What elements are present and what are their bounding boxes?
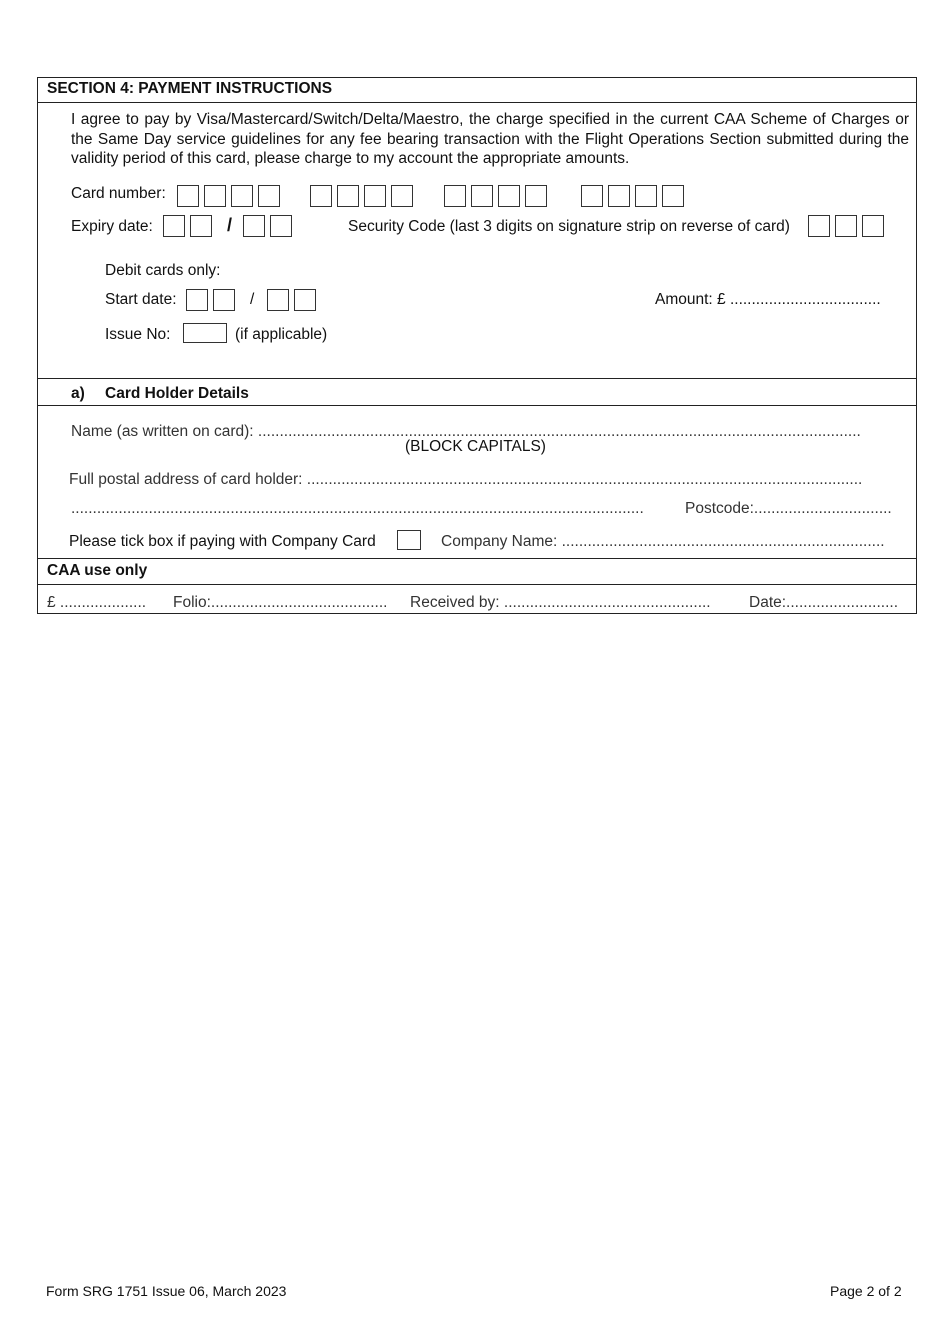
start-date-label: Start date: — [105, 291, 177, 308]
security-digit-box[interactable] — [862, 215, 884, 237]
name-field[interactable]: Name (as written on card): ............................................................................................................................................ — [71, 423, 861, 440]
card-digit-box[interactable] — [391, 185, 413, 207]
expiry-digit-box[interactable] — [163, 215, 185, 237]
amount-field[interactable]: Amount: £ ................................... — [655, 291, 881, 308]
debit-cards-label: Debit cards only: — [105, 262, 221, 279]
issue-no-note: (if applicable) — [235, 326, 328, 343]
card-digit-box[interactable] — [231, 185, 253, 207]
card-digit-box[interactable] — [498, 185, 520, 207]
payment-form — [37, 77, 917, 614]
expiry-slash: / — [227, 215, 233, 235]
security-code-label: Security Code (last 3 digits on signature strip on reverse of card) — [348, 218, 790, 235]
folio-field[interactable]: Folio:......................................... — [173, 594, 388, 611]
card-digit-box[interactable] — [310, 185, 332, 207]
start-date-digit-box[interactable] — [186, 289, 208, 311]
divider — [38, 378, 916, 379]
holder-heading: Card Holder Details — [105, 385, 249, 402]
address-field[interactable]: Full postal address of card holder: ................................................................................................................................. — [69, 471, 863, 488]
divider — [38, 405, 916, 406]
postcode-field[interactable]: Postcode:................................ — [685, 500, 892, 517]
card-digit-box[interactable] — [444, 185, 466, 207]
start-date-digit-box[interactable] — [213, 289, 235, 311]
card-digit-box[interactable] — [364, 185, 386, 207]
card-digit-box[interactable] — [635, 185, 657, 207]
company-card-label: Please tick box if paying with Company Card — [69, 533, 376, 550]
form-id: Form SRG 1751 Issue 06, March 2023 — [46, 1283, 287, 1299]
expiry-digit-box[interactable] — [190, 215, 212, 237]
start-date-digit-box[interactable] — [294, 289, 316, 311]
caa-amount-field[interactable]: £ .................... — [47, 594, 147, 611]
issue-no-label: Issue No: — [105, 326, 171, 343]
expiry-label: Expiry date: — [71, 218, 153, 235]
security-digit-box[interactable] — [835, 215, 857, 237]
caa-use-heading: CAA use only — [47, 562, 148, 579]
divider — [38, 558, 916, 559]
security-digit-box[interactable] — [808, 215, 830, 237]
card-digit-box[interactable] — [581, 185, 603, 207]
expiry-digit-box[interactable] — [270, 215, 292, 237]
issue-no-box[interactable] — [183, 323, 227, 343]
card-digit-box[interactable] — [525, 185, 547, 207]
received-by-field[interactable]: Received by: ................................................ — [410, 594, 711, 611]
card-digit-box[interactable] — [662, 185, 684, 207]
address-line-2[interactable]: ..................................................................................................................................... — [71, 500, 644, 517]
caa-date-field[interactable]: Date:.......................... — [749, 594, 899, 611]
expiry-digit-box[interactable] — [243, 215, 265, 237]
company-name-field[interactable]: Company Name: ........................................................................... — [441, 533, 885, 550]
card-digit-box[interactable] — [471, 185, 493, 207]
block-capitals-note: (BLOCK CAPITALS) — [405, 438, 546, 455]
card-digit-box[interactable] — [177, 185, 199, 207]
agreement-text: I agree to pay by Visa/Mastercard/Switch/Delta/Maestro, the charge specified in the current CAA Scheme of Charges or the Same Day service guidelines for any fee bearing transaction with the Flight Operations Section submitted during the validity period of this card, please charge to my account the appropriate amounts. — [71, 111, 909, 167]
start-date-slash: / — [250, 291, 255, 308]
section-title: SECTION 4: PAYMENT INSTRUCTIONS — [47, 80, 333, 97]
card-digit-box[interactable] — [258, 185, 280, 207]
company-card-checkbox[interactable] — [397, 530, 421, 550]
holder-heading-index: a) — [71, 385, 85, 402]
divider — [38, 584, 916, 585]
page-number: Page 2 of 2 — [830, 1283, 902, 1299]
divider — [38, 102, 916, 103]
card-digit-box[interactable] — [337, 185, 359, 207]
start-date-digit-box[interactable] — [267, 289, 289, 311]
card-number-label: Card number: — [71, 185, 166, 202]
card-digit-box[interactable] — [204, 185, 226, 207]
card-digit-box[interactable] — [608, 185, 630, 207]
